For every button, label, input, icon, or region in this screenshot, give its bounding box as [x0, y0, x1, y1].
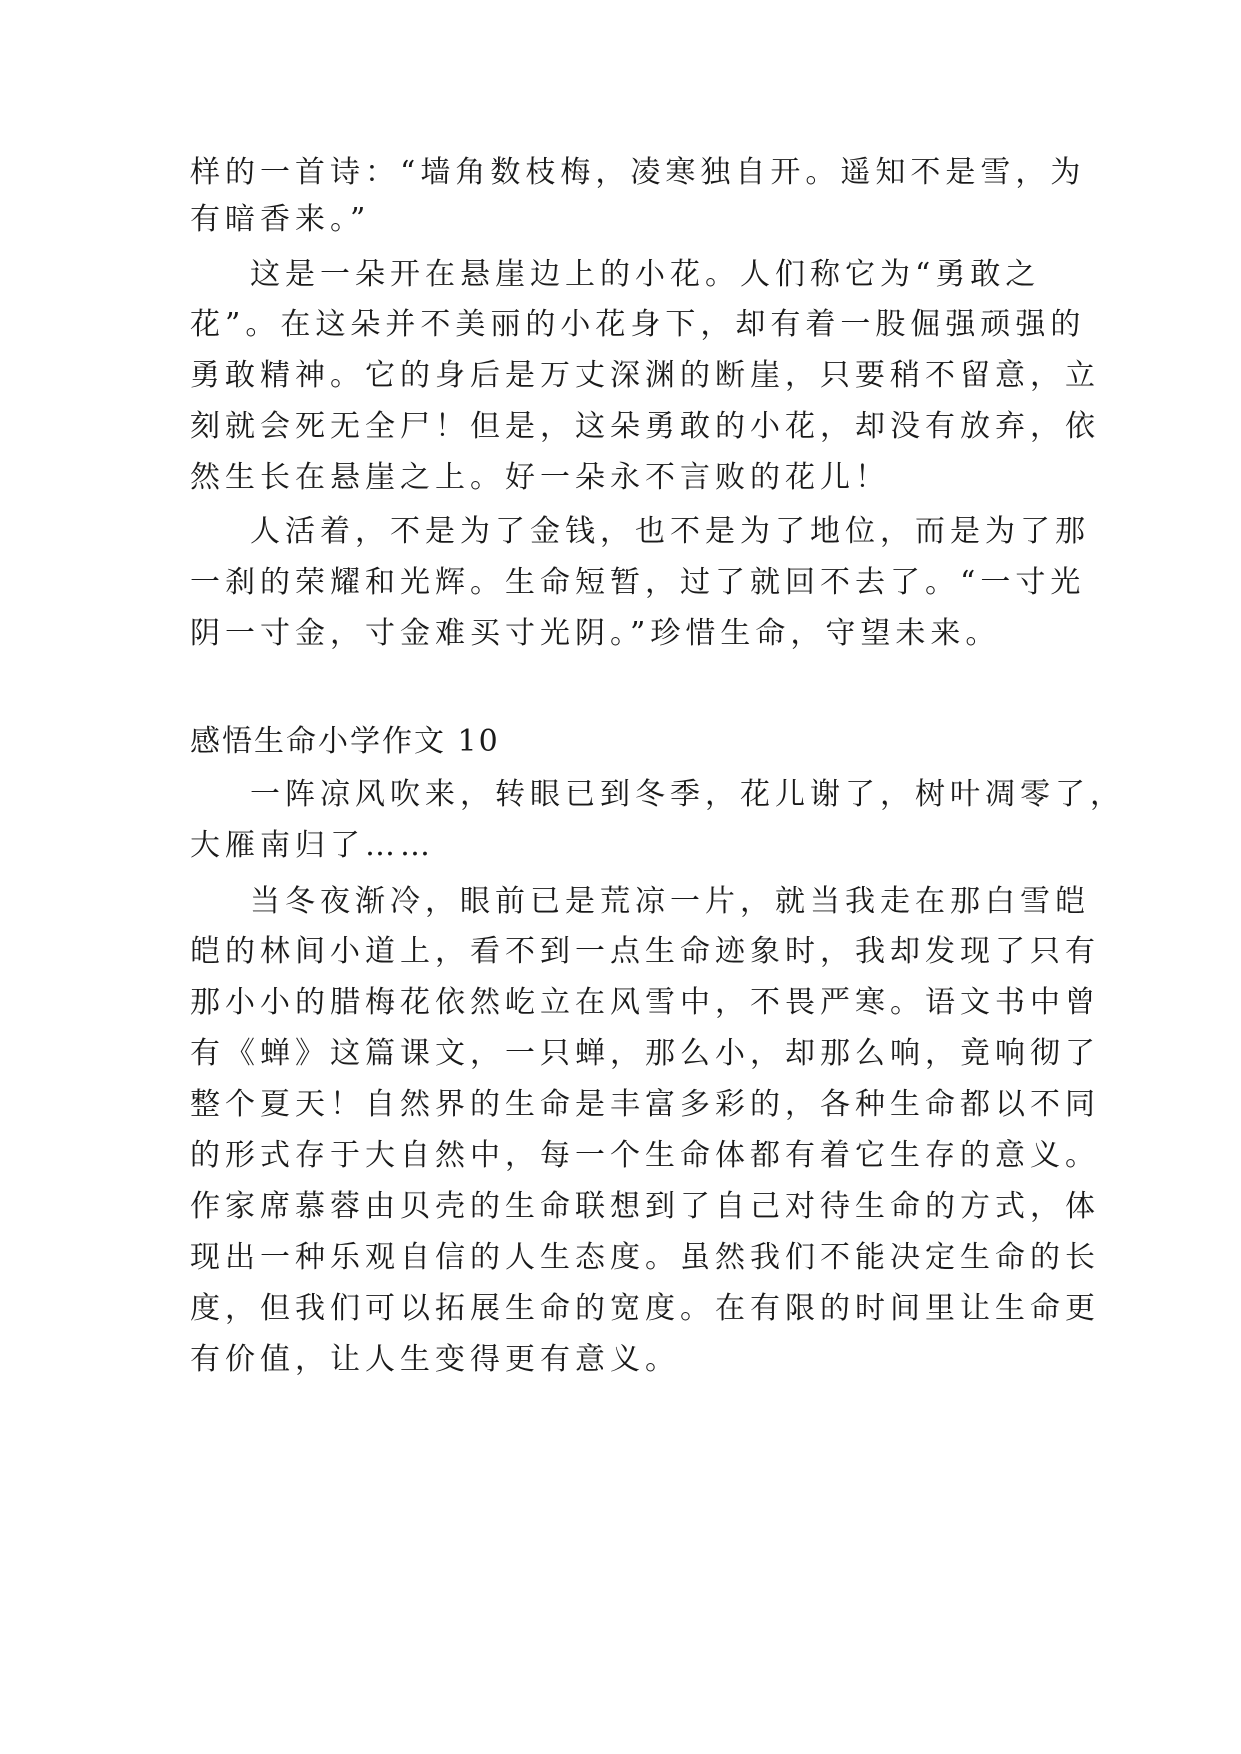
text-line: 皑的林间小道上，看不到一点生命迹象时，我却发现了只有 — [190, 934, 1100, 969]
text-line: 一刹的荣耀和光辉。生命短暂，过了就回不去了。“一寸光 — [190, 565, 1086, 600]
text-line: 花”。在这朵并不美丽的小花身下，却有着一股倔强顽强的 — [190, 307, 1086, 342]
text-line: 作家席慕蓉由贝壳的生命联想到了自己对待生命的方式，体 — [190, 1189, 1100, 1224]
text-line: 整个夏天！自然界的生命是丰富多彩的，各种生命都以不同 — [190, 1087, 1100, 1122]
text-line: 那小小的腊梅花依然屹立在风雪中，不畏严寒。语文书中曾 — [190, 985, 1100, 1020]
text-line: 这是一朵开在悬崖边上的小花。人们称它为“勇敢之 — [250, 257, 1041, 292]
text-line: 然生长在悬崖之上。好一朵永不言败的花儿！ — [190, 460, 890, 495]
text-line: 刻就会死无全尸！但是，这朵勇敢的小花，却没有放弃，依 — [190, 409, 1100, 444]
text-line: 有价值，让人生变得更有意义。 — [190, 1342, 680, 1377]
text-line: 有暗香来。” — [190, 202, 371, 237]
text-line: 当冬夜渐冷，眼前已是荒凉一片，就当我走在那白雪皑 — [250, 884, 1090, 919]
text-line: 样的一首诗：“墙角数枝梅，凌寒独自开。遥知不是雪，为 — [190, 155, 1086, 190]
text-line: 度，但我们可以拓展生命的宽度。在有限的时间里让生命更 — [190, 1291, 1100, 1326]
text-line: 人活着，不是为了金钱，也不是为了地位，而是为了那 — [250, 514, 1090, 549]
text-line: 勇敢精神。它的身后是万丈深渊的断崖，只要稍不留意，立 — [190, 358, 1100, 393]
section-heading: 感悟生命小学作文 10 — [190, 724, 500, 759]
text-line: 阴一寸金，寸金难买寸光阴。”珍惜生命，守望未来。 — [190, 616, 1001, 651]
text-line: 一阵凉风吹来，转眼已到冬季，花儿谢了，树叶凋零了， — [250, 777, 1125, 812]
text-line: 大雁南归了…… — [190, 828, 435, 863]
text-line: 的形式存于大自然中，每一个生命体都有着它生存的意义。 — [190, 1138, 1100, 1173]
text-line: 现出一种乐观自信的人生态度。虽然我们不能决定生命的长 — [190, 1240, 1100, 1275]
text-line: 有《蝉》这篇课文，一只蝉，那么小，却那么响，竟响彻了 — [190, 1036, 1100, 1071]
